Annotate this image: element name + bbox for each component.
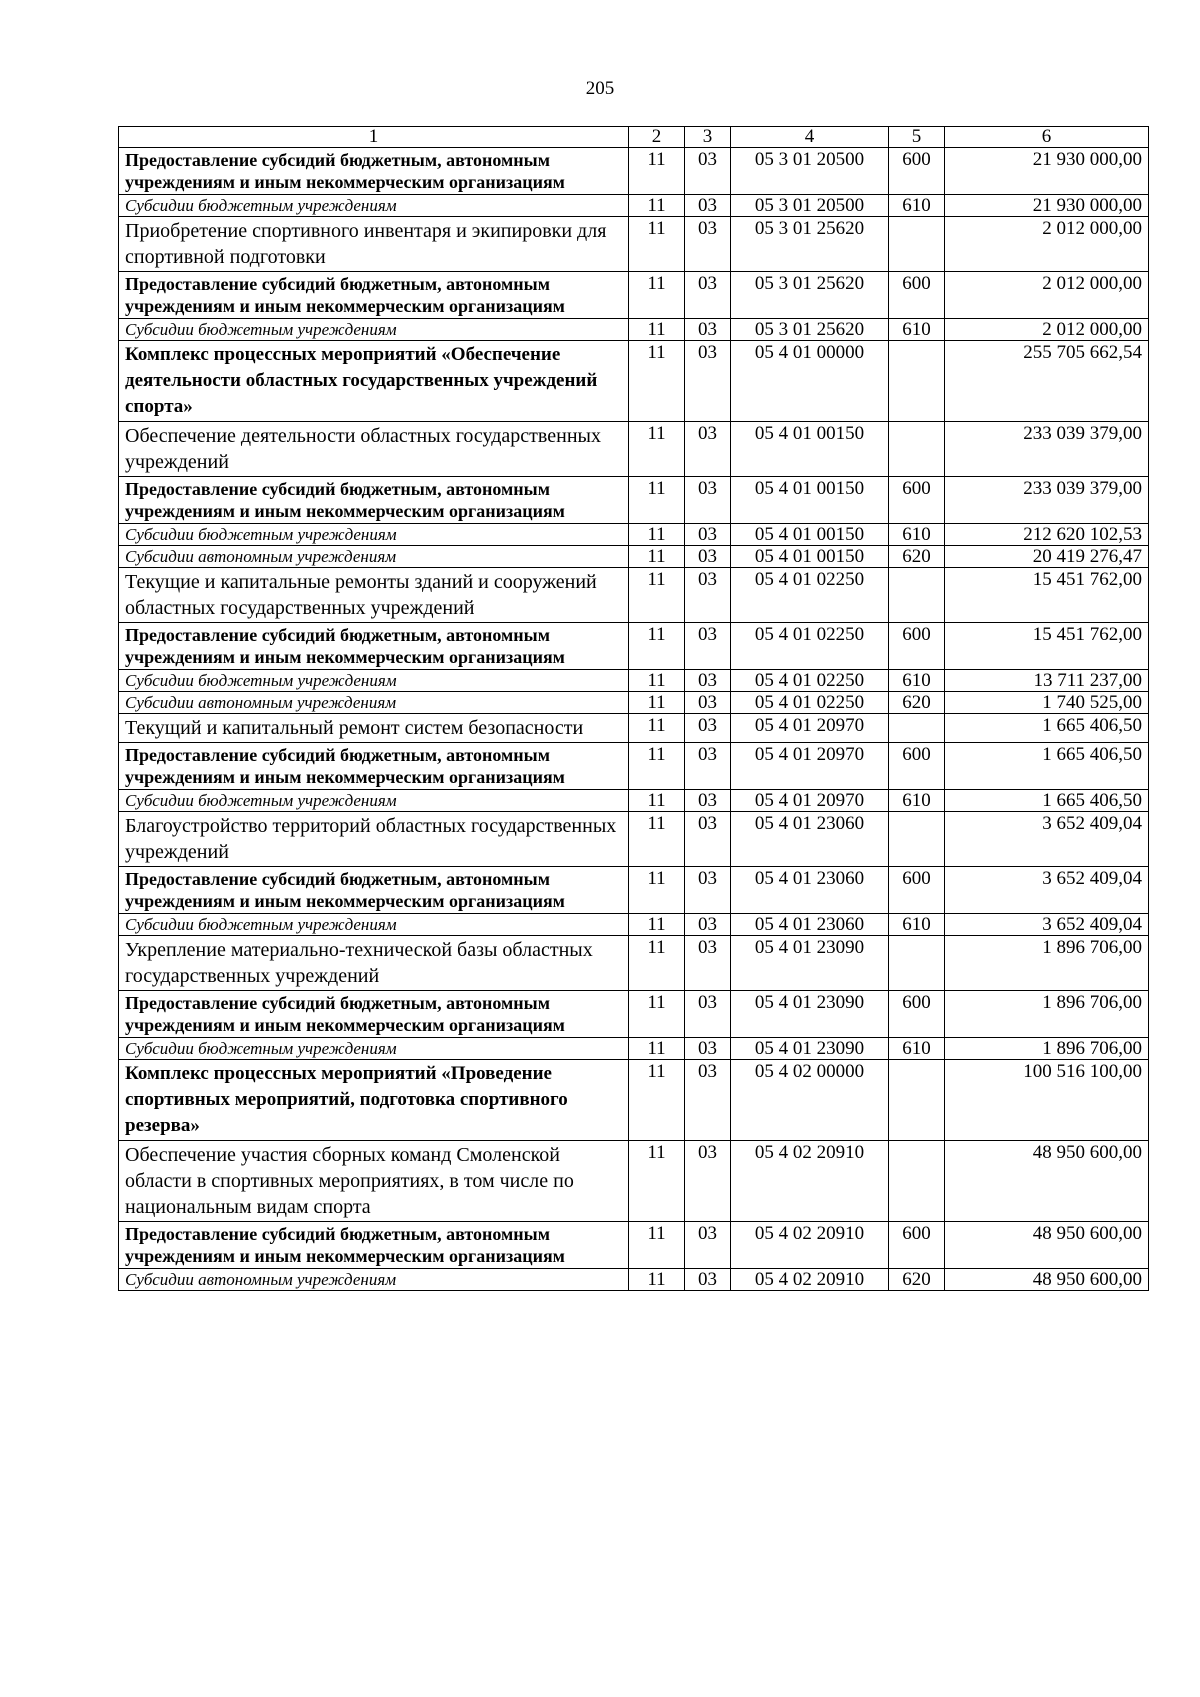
subsection-cell: 03 (685, 623, 731, 670)
row-name-cell: Комплекс процессных мероприятий «Обеспечение деятельности областных государственных учреждений спорта» (119, 341, 629, 422)
section-cell: 11 (629, 272, 685, 319)
expense-type-cell: 600 (889, 477, 945, 524)
row-name-cell: Субсидии автономным учреждениям (119, 1269, 629, 1291)
row-name-cell: Обеспечение деятельности областных государственных учреждений (119, 422, 629, 477)
amount-cell: 212 620 102,53 (945, 524, 1149, 546)
expense-type-cell: 600 (889, 867, 945, 914)
target-code-cell: 05 4 01 00000 (731, 341, 889, 422)
table-row (119, 692, 1149, 714)
amount-cell: 2 012 000,00 (945, 217, 1149, 272)
amount-cell: 20 419 276,47 (945, 546, 1149, 568)
section-cell: 11 (629, 1060, 685, 1141)
subsection-cell: 03 (685, 1141, 731, 1222)
section-cell: 11 (629, 477, 685, 524)
subsection-cell: 03 (685, 670, 731, 692)
header-col-1: 1 (119, 127, 629, 148)
subsection-cell: 03 (685, 524, 731, 546)
table-row (119, 524, 1149, 546)
amount-cell: 233 039 379,00 (945, 422, 1149, 477)
budget-table-body (119, 127, 1149, 1291)
row-name-cell: Предоставление субсидий бюджетным, автономным учреждениям и иным некоммерческим организациям (119, 272, 629, 319)
expense-type-cell: 610 (889, 524, 945, 546)
row-name-cell: Субсидии бюджетным учреждениям (119, 195, 629, 217)
section-cell: 11 (629, 790, 685, 812)
expense-type-cell: 600 (889, 623, 945, 670)
header-col-5: 5 (889, 127, 945, 148)
amount-cell: 1 896 706,00 (945, 991, 1149, 1038)
expense-type-cell (889, 714, 945, 743)
table-row (119, 546, 1149, 568)
header-col-4: 4 (731, 127, 889, 148)
subsection-cell: 03 (685, 743, 731, 790)
expense-type-cell: 600 (889, 1222, 945, 1269)
row-name-cell: Предоставление субсидий бюджетным, автономным учреждениям и иным некоммерческим организациям (119, 1222, 629, 1269)
section-cell: 11 (629, 936, 685, 991)
page-number: 205 (585, 78, 615, 99)
target-code-cell: 05 4 01 02250 (731, 623, 889, 670)
subsection-cell: 03 (685, 692, 731, 714)
row-name-cell: Обеспечение участия сборных команд Смоленской области в спортивных мероприятиях, в том числе по национальным видам спорта (119, 1141, 629, 1222)
section-cell: 11 (629, 914, 685, 936)
budget-table (118, 126, 1149, 1291)
expense-type-cell: 600 (889, 148, 945, 195)
amount-cell: 48 950 600,00 (945, 1269, 1149, 1291)
row-name-cell: Благоустройство территорий областных государственных учреждений (119, 812, 629, 867)
subsection-cell: 03 (685, 914, 731, 936)
expense-type-cell (889, 936, 945, 991)
expense-type-cell (889, 1060, 945, 1141)
amount-cell: 1 896 706,00 (945, 936, 1149, 991)
target-code-cell: 05 3 01 20500 (731, 195, 889, 217)
section-cell: 11 (629, 341, 685, 422)
target-code-cell: 05 4 01 00150 (731, 477, 889, 524)
expense-type-cell (889, 812, 945, 867)
expense-type-cell: 610 (889, 790, 945, 812)
target-code-cell: 05 4 01 02250 (731, 692, 889, 714)
table-row (119, 422, 1149, 477)
row-name-cell: Предоставление субсидий бюджетным, автономным учреждениям и иным некоммерческим организациям (119, 623, 629, 670)
target-code-cell: 05 4 01 00150 (731, 422, 889, 477)
target-code-cell: 05 4 01 20970 (731, 743, 889, 790)
subsection-cell: 03 (685, 790, 731, 812)
subsection-cell: 03 (685, 195, 731, 217)
table-row (119, 714, 1149, 743)
row-name-cell: Предоставление субсидий бюджетным, автономным учреждениям и иным некоммерческим организациям (119, 743, 629, 790)
subsection-cell: 03 (685, 568, 731, 623)
subsection-cell: 03 (685, 341, 731, 422)
section-cell: 11 (629, 743, 685, 790)
row-name-cell: Предоставление субсидий бюджетным, автономным учреждениям и иным некоммерческим организациям (119, 867, 629, 914)
row-name-cell: Субсидии бюджетным учреждениям (119, 790, 629, 812)
expense-type-cell (889, 568, 945, 623)
target-code-cell: 05 3 01 25620 (731, 319, 889, 341)
subsection-cell: 03 (685, 148, 731, 195)
row-name-cell: Предоставление субсидий бюджетным, автономным учреждениям и иным некоммерческим организациям (119, 991, 629, 1038)
expense-type-cell: 610 (889, 319, 945, 341)
row-name-cell: Предоставление субсидий бюджетным, автономным учреждениям и иным некоммерческим организациям (119, 148, 629, 195)
expense-type-cell (889, 422, 945, 477)
target-code-cell: 05 4 01 23090 (731, 936, 889, 991)
table-row (119, 217, 1149, 272)
amount-cell: 3 652 409,04 (945, 914, 1149, 936)
section-cell: 11 (629, 1269, 685, 1291)
amount-cell: 15 451 762,00 (945, 568, 1149, 623)
target-code-cell: 05 4 01 23060 (731, 914, 889, 936)
subsection-cell: 03 (685, 936, 731, 991)
target-code-cell: 05 4 02 20910 (731, 1141, 889, 1222)
table-row (119, 1060, 1149, 1141)
section-cell: 11 (629, 714, 685, 743)
amount-cell: 1 740 525,00 (945, 692, 1149, 714)
amount-cell: 3 652 409,04 (945, 812, 1149, 867)
table-row (119, 272, 1149, 319)
amount-cell: 48 950 600,00 (945, 1222, 1149, 1269)
table-row (119, 477, 1149, 524)
section-cell: 11 (629, 812, 685, 867)
expense-type-cell (889, 217, 945, 272)
row-name-cell: Предоставление субсидий бюджетным, автономным учреждениям и иным некоммерческим организациям (119, 477, 629, 524)
amount-cell: 21 930 000,00 (945, 148, 1149, 195)
target-code-cell: 05 4 02 00000 (731, 1060, 889, 1141)
expense-type-cell: 620 (889, 546, 945, 568)
target-code-cell: 05 4 02 20910 (731, 1269, 889, 1291)
table-row (119, 319, 1149, 341)
target-code-cell: 05 4 01 23060 (731, 867, 889, 914)
target-code-cell: 05 3 01 25620 (731, 272, 889, 319)
expense-type-cell: 610 (889, 195, 945, 217)
section-cell: 11 (629, 546, 685, 568)
amount-cell: 2 012 000,00 (945, 272, 1149, 319)
row-name-cell: Укрепление материально-технической базы областных государственных учреждений (119, 936, 629, 991)
subsection-cell: 03 (685, 867, 731, 914)
amount-cell: 13 711 237,00 (945, 670, 1149, 692)
row-name-cell: Субсидии бюджетным учреждениям (119, 1038, 629, 1060)
section-cell: 11 (629, 991, 685, 1038)
header-col-3: 3 (685, 127, 731, 148)
target-code-cell: 05 4 01 20970 (731, 714, 889, 743)
subsection-cell: 03 (685, 1222, 731, 1269)
table-row (119, 1222, 1149, 1269)
section-cell: 11 (629, 319, 685, 341)
table-row (119, 195, 1149, 217)
subsection-cell: 03 (685, 546, 731, 568)
subsection-cell: 03 (685, 1269, 731, 1291)
section-cell: 11 (629, 148, 685, 195)
row-name-cell: Субсидии бюджетным учреждениям (119, 914, 629, 936)
target-code-cell: 05 4 01 23090 (731, 991, 889, 1038)
row-name-cell: Текущие и капитальные ремонты зданий и сооружений областных государственных учреждений (119, 568, 629, 623)
amount-cell: 21 930 000,00 (945, 195, 1149, 217)
amount-cell: 1 665 406,50 (945, 790, 1149, 812)
row-name-cell: Комплекс процессных мероприятий «Проведение спортивных мероприятий, подготовка спортивного резерва» (119, 1060, 629, 1141)
row-name-cell: Субсидии бюджетным учреждениям (119, 319, 629, 341)
section-cell: 11 (629, 1141, 685, 1222)
amount-cell: 233 039 379,00 (945, 477, 1149, 524)
section-cell: 11 (629, 623, 685, 670)
table-row (119, 623, 1149, 670)
table-row (119, 1269, 1149, 1291)
amount-cell: 1 896 706,00 (945, 1038, 1149, 1060)
row-name-cell: Субсидии автономным учреждениям (119, 546, 629, 568)
table-row (119, 812, 1149, 867)
section-cell: 11 (629, 195, 685, 217)
subsection-cell: 03 (685, 714, 731, 743)
table-row (119, 568, 1149, 623)
expense-type-cell: 610 (889, 914, 945, 936)
table-row (119, 341, 1149, 422)
amount-cell: 48 950 600,00 (945, 1141, 1149, 1222)
target-code-cell: 05 4 01 20970 (731, 790, 889, 812)
header-col-6: 6 (945, 127, 1149, 148)
subsection-cell: 03 (685, 272, 731, 319)
subsection-cell: 03 (685, 319, 731, 341)
target-code-cell: 05 4 01 00150 (731, 524, 889, 546)
expense-type-cell: 600 (889, 743, 945, 790)
amount-cell: 2 012 000,00 (945, 319, 1149, 341)
amount-cell: 3 652 409,04 (945, 867, 1149, 914)
section-cell: 11 (629, 422, 685, 477)
expense-type-cell: 620 (889, 1269, 945, 1291)
target-code-cell: 05 4 01 00150 (731, 546, 889, 568)
table-row (119, 670, 1149, 692)
subsection-cell: 03 (685, 991, 731, 1038)
expense-type-cell: 600 (889, 991, 945, 1038)
target-code-cell: 05 4 01 02250 (731, 568, 889, 623)
subsection-cell: 03 (685, 1038, 731, 1060)
table-row (119, 1141, 1149, 1222)
amount-cell: 255 705 662,54 (945, 341, 1149, 422)
expense-type-cell (889, 1141, 945, 1222)
subsection-cell: 03 (685, 217, 731, 272)
section-cell: 11 (629, 1222, 685, 1269)
table-row (119, 936, 1149, 991)
table-row (119, 1038, 1149, 1060)
header-col-2: 2 (629, 127, 685, 148)
section-cell: 11 (629, 670, 685, 692)
expense-type-cell (889, 341, 945, 422)
target-code-cell: 05 3 01 25620 (731, 217, 889, 272)
target-code-cell: 05 4 02 20910 (731, 1222, 889, 1269)
table-row (119, 148, 1149, 195)
subsection-cell: 03 (685, 422, 731, 477)
target-code-cell: 05 3 01 20500 (731, 148, 889, 195)
table-row (119, 790, 1149, 812)
expense-type-cell: 610 (889, 1038, 945, 1060)
amount-cell: 100 516 100,00 (945, 1060, 1149, 1141)
amount-cell: 1 665 406,50 (945, 714, 1149, 743)
section-cell: 11 (629, 1038, 685, 1060)
row-name-cell: Текущий и капитальный ремонт систем безопасности (119, 714, 629, 743)
table-row (119, 914, 1149, 936)
table-header-row (119, 127, 1149, 148)
subsection-cell: 03 (685, 477, 731, 524)
target-code-cell: 05 4 01 23090 (731, 1038, 889, 1060)
amount-cell: 15 451 762,00 (945, 623, 1149, 670)
amount-cell: 1 665 406,50 (945, 743, 1149, 790)
subsection-cell: 03 (685, 1060, 731, 1141)
table-row (119, 991, 1149, 1038)
expense-type-cell: 610 (889, 670, 945, 692)
section-cell: 11 (629, 568, 685, 623)
expense-type-cell: 600 (889, 272, 945, 319)
target-code-cell: 05 4 01 23060 (731, 812, 889, 867)
section-cell: 11 (629, 692, 685, 714)
section-cell: 11 (629, 217, 685, 272)
subsection-cell: 03 (685, 812, 731, 867)
table-row (119, 743, 1149, 790)
row-name-cell: Субсидии бюджетным учреждениям (119, 670, 629, 692)
table-row (119, 867, 1149, 914)
expense-type-cell: 620 (889, 692, 945, 714)
section-cell: 11 (629, 867, 685, 914)
target-code-cell: 05 4 01 02250 (731, 670, 889, 692)
section-cell: 11 (629, 524, 685, 546)
row-name-cell: Субсидии автономным учреждениям (119, 692, 629, 714)
row-name-cell: Субсидии бюджетным учреждениям (119, 524, 629, 546)
row-name-cell: Приобретение спортивного инвентаря и экипировки для спортивной подготовки (119, 217, 629, 272)
